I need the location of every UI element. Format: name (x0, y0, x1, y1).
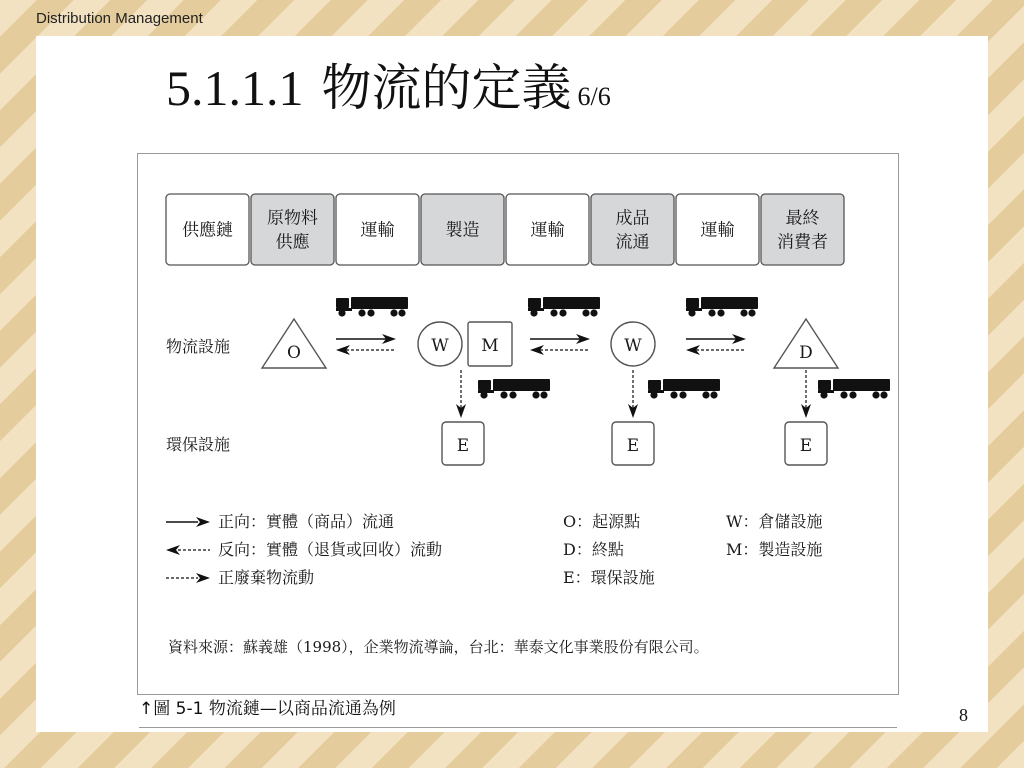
node-warehouse-2-label: W (624, 336, 642, 356)
chain-box (591, 194, 674, 265)
waste-flow-arrow (801, 370, 811, 418)
chain-box-frame (761, 194, 844, 265)
legend (166, 512, 822, 587)
header-label: Distribution Management (36, 10, 203, 27)
legend-key: O：起源點 (563, 512, 641, 531)
node-warehouse-1-label: W (431, 336, 449, 356)
chain-box-frame (251, 194, 334, 265)
chain-box-label: 運輸 (360, 220, 395, 241)
legend-key: D：終點 (563, 540, 624, 559)
slide-title (166, 58, 611, 127)
chain-box-label: 製造 (445, 220, 480, 241)
chain-box-label: 供應 (275, 232, 310, 253)
chain-box-label: 運輸 (530, 220, 565, 241)
flow-arrow-pair (530, 334, 590, 355)
legend-solid-head (196, 517, 210, 527)
flow-arrow-pair (686, 334, 746, 355)
chain-box-label: 原物料 (267, 208, 318, 229)
row-label-logistics: 物流設施 (166, 337, 231, 356)
page-number: 8 (959, 705, 968, 725)
legend-arrow-label: 正向：實體（商品）流通 (218, 512, 395, 531)
chain-box (761, 194, 844, 265)
legend-key: W：倉儲設施 (726, 512, 823, 531)
waste-flow-arrow (628, 370, 638, 418)
chain-box-label: 消費者 (777, 232, 828, 253)
chain-box-label: 供應鏈 (182, 220, 233, 241)
chain-box (676, 194, 759, 265)
slide (36, 36, 988, 732)
title-number: 5.1.1.1 (166, 60, 304, 116)
truck-icon (818, 379, 890, 399)
truck-icon (478, 379, 550, 399)
legend-arrow-item (166, 512, 394, 531)
legend-arrow-label: 正廢棄物流動 (218, 568, 315, 587)
legend-arrow-item (166, 568, 314, 587)
chain-box-label: 最終 (785, 208, 820, 229)
title-text: 物流的定義 (321, 59, 572, 117)
node-destination-label: D (799, 343, 813, 363)
legend-dashed-head (196, 573, 210, 583)
title-suffix: 6/6 (577, 82, 611, 111)
truck-icon (648, 379, 720, 399)
chain-box-label: 運輸 (700, 220, 735, 241)
node-manufacturing-label: M (481, 336, 499, 356)
env-facility-label: E (626, 436, 640, 456)
chain-box-frame (591, 194, 674, 265)
chain-box-label: 流通 (615, 232, 650, 253)
figure-caption: ↑圖 5-1 物流鏈—以商品流通為例 (139, 695, 897, 728)
truck-icon (528, 297, 600, 317)
row-label-environmental: 環保設施 (166, 435, 231, 454)
chain-box (336, 194, 419, 265)
node-origin-label: O (287, 343, 301, 363)
env-facility-label: E (456, 436, 470, 456)
figure-panel (137, 153, 899, 695)
source-note: 資料來源：蘇義雄（1998），企業物流導論，台北：華泰文化事業股份有限公司。 (168, 638, 709, 656)
legend-key: E：環保設施 (563, 568, 655, 587)
supply-chain-row (166, 194, 844, 265)
legend-reverse-head (166, 545, 180, 555)
waste-flow-arrow (456, 370, 466, 418)
legend-arrow-label: 反向：實體（退貨或回收）流動 (218, 540, 443, 559)
logistics-chain-diagram (138, 154, 898, 694)
chain-box-label: 成品 (615, 208, 650, 229)
flow-arrows (336, 334, 811, 418)
env-facility-label: E (799, 436, 813, 456)
legend-key: M：製造設施 (726, 540, 823, 559)
truck-icon (686, 297, 758, 317)
chain-box (251, 194, 334, 265)
flow-arrow-pair (336, 334, 396, 355)
chain-box (421, 194, 504, 265)
truck-icon (336, 297, 408, 317)
chain-box (166, 194, 249, 265)
chain-box (506, 194, 589, 265)
legend-arrow-item (166, 540, 442, 559)
